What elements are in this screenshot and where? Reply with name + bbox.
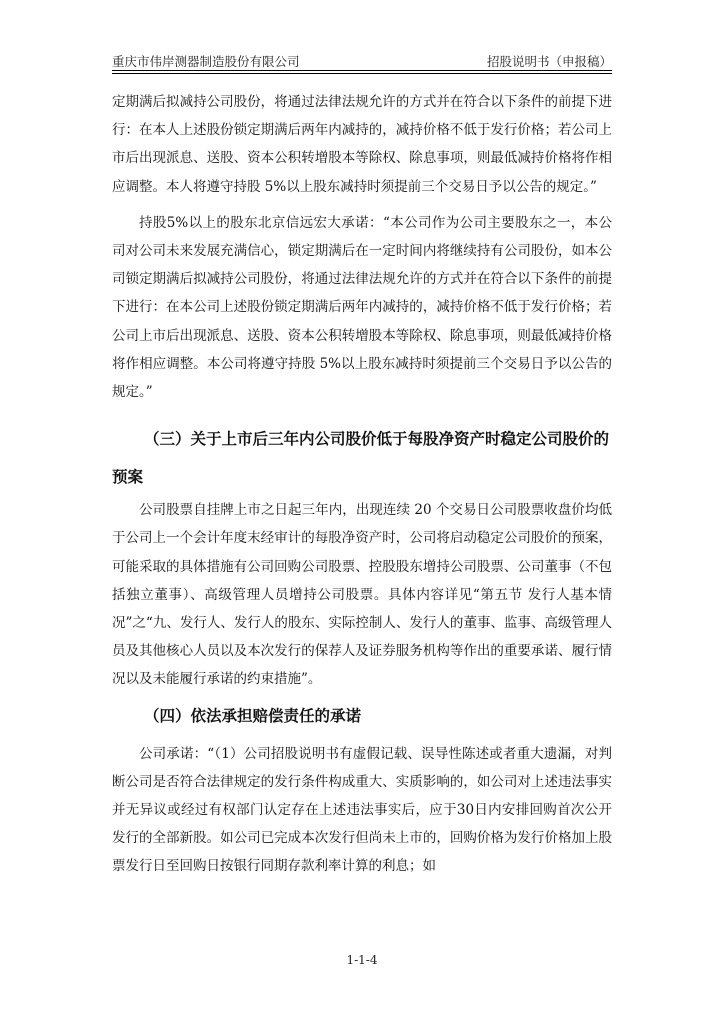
paragraph-stabilization-plan: 公司股票自挂牌上市之日起三年内，出现连续 20 个交易日公司股票收盘价均低于公司上一个会计年度末经审计的每股净资产时，公司将启动稳定公司股价的预案，可能采取的具体措施有公司回购公司股票、控股股东增持公司股票、公司董事（不包括独立董事）、高级管理人员增持公司股票。具体内容详见“第五节 发行人基本情况”之“九、发行人、发行人的股东、实际控制人、发行人的董事、监事、高级管理人员及其他核心人员以及本次发行的保荐人及证券服务机构等作出的重要承诺、履行情况以及未能履行承诺的约束措施”。 <box>112 502 612 688</box>
page-number: 1-1-4 <box>346 953 378 967</box>
paragraph-beijing-xinyuan-commitment: 持股5%以上的股东北京信远宏大承诺：“本公司作为公司主要股东之一，本公司对公司未来发展充满信心，锁定期满后在一定时间内将继续持有公司股份，如本公司锁定期满后拟减持公司股份，将通过法律法规允许的方式并在符合以下条件的前提下进行：在本公司上述股份锁定期满后两年内减持的，减持价格不低于发行价格；若公司上市后出现派息、送股、资本公积转增股本等除权、除息事项，则最低减持价格将作相应调整。本公司将遵守持股 5%以上股东减持时须提前三个交易日予以公告的规定。” <box>112 214 612 401</box>
header-divider <box>112 73 612 74</box>
paragraph-company-commitment: 公司承诺：“（1）公司招股说明书有虚假记载、误导性陈述或者重大遗漏，对判断公司是否符合法律规定的发行条件构成重大、实质影响的，如公司对上述违法事实并无异议或经过有权部门认定存在上述违法事实后，应于30日内安排回购首次公开发行的全部新股。如公司已完成本次发行但尚未上市的，回购价格为发行价格加上股票发行日至回购日按银行同期存款利率计算的利息；如 <box>112 745 612 875</box>
header-company-name: 重庆市伟岸测器制造股份有限公司 <box>112 54 300 69</box>
section-heading-stabilize-share-price: （三）关于上市后三年内公司股价低于每股净资产时稳定公司股价的预案 <box>112 430 610 487</box>
page-header <box>112 50 612 71</box>
paragraph-shareholder-commitment-continued: 定期满后拟减持公司股份，将通过法律法规允许的方式并在符合以下条件的前提下进行：在本人上述股份锁定期满后两年内减持的，减持价格不低于发行价格；若公司上市后出现派息、送股、资本公积转增股本等除权、除息事项，则最低减持价格将作相应调整。本人将遵守持股 5%以上股东减持时须提前三个交易日予以公告的规定。” <box>112 94 612 195</box>
section-heading-compensation-liability: （四）依法承担赔偿责任的承诺 <box>144 706 362 725</box>
header-document-title: 招股说明书（申报稿） <box>486 54 612 69</box>
document-body <box>112 88 612 889</box>
